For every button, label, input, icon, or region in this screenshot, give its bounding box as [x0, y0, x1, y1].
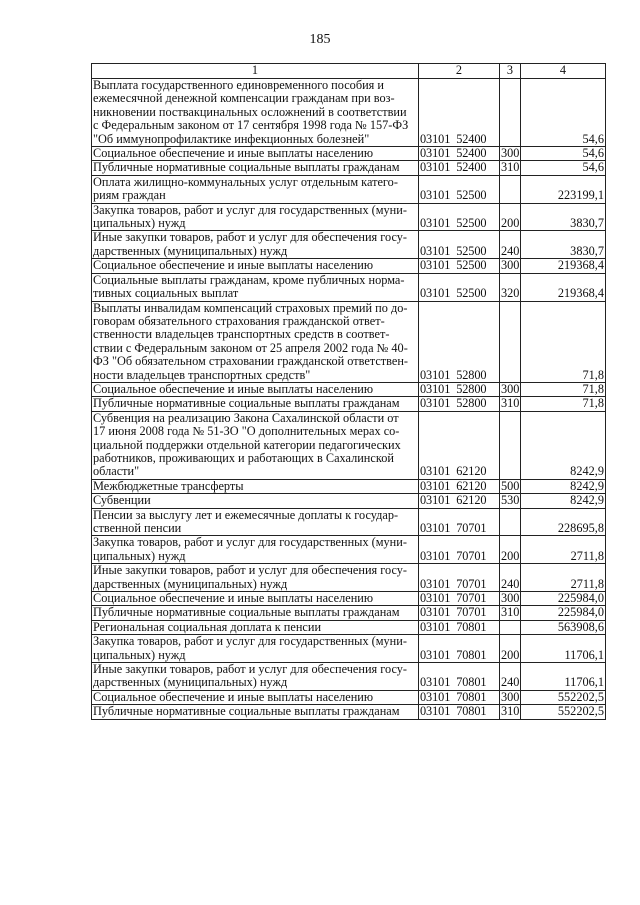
row-name: Региональная социальная доплата к пенсии — [92, 620, 419, 634]
row-code: 03101 62120 — [419, 479, 500, 493]
row-name: Закупка товаров, работ и услуг для государственных (муни- ципальных) нужд — [92, 635, 419, 663]
row-expense-type: 200 — [500, 635, 521, 663]
row-amount: 219368,4 — [521, 273, 606, 301]
row-code: 03101 62120 — [419, 411, 500, 479]
row-code: 03101 52400 — [419, 161, 500, 175]
row-amount: 228695,8 — [521, 508, 606, 536]
row-name: Социальное обеспечение и иные выплаты населению — [92, 147, 419, 161]
row-code: 03101 70801 — [419, 690, 500, 704]
row-expense-type: 200 — [500, 203, 521, 231]
row-code: 03101 52500 — [419, 259, 500, 273]
row-expense-type: 300 — [501, 382, 520, 396]
row-amount: 54,6 — [521, 161, 606, 175]
row-expense-type — [500, 508, 521, 536]
table-row — [92, 663, 606, 691]
row-expense-type: 300 — [501, 690, 520, 704]
table-row — [92, 411, 606, 479]
row-amount: 11706,1 — [521, 635, 606, 663]
budget-table — [91, 63, 606, 720]
row-expense-type — [500, 620, 521, 634]
header-row — [92, 64, 606, 79]
row-amount: 552202,5 — [521, 705, 606, 719]
column-header-3: 3 — [500, 64, 521, 79]
row-expense-type: 320 — [500, 273, 521, 301]
table-row — [92, 620, 606, 634]
row-expense-type: 240 — [500, 231, 521, 259]
row-code: 03101 70701 — [419, 508, 500, 536]
table-row — [92, 259, 606, 273]
row-amount: 2711,8 — [521, 564, 606, 592]
row-expense-type: 530 — [501, 493, 520, 508]
row-code: 03101 52400 — [419, 79, 500, 147]
row-name: Социальные выплаты гражданам, кроме публичных норма- тивных социальных выплат — [92, 273, 419, 301]
row-name: Выплаты инвалидам компенсаций страховых премий по до- говорам обязательного страхования гражданской ответ- ственности владельцев транспортных средств в соответ- ствии с Федеральным законом от 25 апреля 2002 года № 40- ФЗ "Об обязательном страховании гражданской ответствен- ности владельцев транспортных средств" — [92, 301, 419, 382]
row-amount: 8242,9 — [521, 494, 606, 508]
row-code: 03101 70801 — [419, 705, 500, 719]
row-code: 03101 52500 — [419, 231, 500, 259]
row-amount: 8242,9 — [521, 479, 606, 493]
row-expense-type — [500, 79, 521, 147]
row-name: Пенсии за выслугу лет и ежемесячные доплаты к государ- ственной пенсии — [92, 508, 419, 536]
row-amount: 219368,4 — [521, 259, 606, 273]
row-name: Иные закупки товаров, работ и услуг для обеспечения госу- дарственных (муниципальных) нужд — [92, 231, 419, 259]
table-row — [92, 705, 606, 719]
row-code: 03101 70701 — [419, 606, 500, 620]
column-header-1: 1 — [92, 64, 419, 79]
row-name: Социальное обеспечение и иные выплаты населению — [92, 259, 419, 273]
row-code: 03101 62120 — [419, 494, 500, 508]
row-amount: 2711,8 — [521, 536, 606, 564]
row-code: 03101 52800 — [419, 382, 500, 396]
column-header-4: 4 — [521, 64, 606, 79]
row-code: 03101 52800 — [419, 301, 500, 382]
table-row — [92, 161, 606, 175]
row-amount: 3830,7 — [521, 231, 606, 259]
row-code: 03101 52500 — [419, 273, 500, 301]
table-row — [92, 536, 606, 564]
row-code: 03101 52400 — [419, 147, 500, 161]
row-name: Социальное обеспечение и иные выплаты населению — [92, 592, 419, 606]
row-amount: 552202,5 — [521, 690, 606, 704]
table-row — [92, 231, 606, 259]
table-row — [92, 690, 606, 704]
table-row — [92, 273, 606, 301]
row-amount: 54,6 — [521, 147, 606, 161]
table-row — [92, 301, 606, 382]
table-row — [92, 635, 606, 663]
table-row — [92, 203, 606, 231]
row-name: Публичные нормативные социальные выплаты гражданам — [92, 606, 419, 620]
row-amount: 71,8 — [521, 382, 606, 396]
row-expense-type — [500, 301, 521, 382]
table-row — [92, 606, 606, 620]
row-expense-type: 300 — [501, 591, 520, 606]
table-row — [92, 79, 606, 147]
row-amount: 71,8 — [521, 397, 606, 411]
row-amount: 11706,1 — [521, 663, 606, 691]
row-name: Иные закупки товаров, работ и услуг для обеспечения госу- дарственных (муниципальных) нужд — [92, 663, 419, 691]
row-expense-type: 300 — [501, 146, 520, 161]
row-expense-type: 200 — [500, 536, 521, 564]
row-expense-type: 310 — [501, 396, 520, 411]
row-code: 03101 52800 — [419, 397, 500, 411]
row-amount: 8242,9 — [521, 411, 606, 479]
row-expense-type: 500 — [501, 479, 520, 493]
row-amount: 225984,0 — [521, 606, 606, 620]
row-expense-type — [500, 175, 521, 203]
row-name: Субвенция на реализацию Закона Сахалинской области от 17 июня 2008 года № 51-ЗО "О дополнительных мерах со- циальной поддержки отдельной категории педагогических работников, проживающих и работающих в Сахалинской области" — [92, 411, 419, 479]
row-code: 03101 70701 — [419, 536, 500, 564]
row-amount: 71,8 — [521, 301, 606, 382]
row-name: Субвенции — [92, 494, 419, 508]
table-row — [92, 508, 606, 536]
row-amount: 225984,0 — [521, 592, 606, 606]
row-code: 03101 52500 — [419, 175, 500, 203]
row-name: Публичные нормативные социальные выплаты гражданам — [92, 705, 419, 719]
row-expense-type: 240 — [500, 663, 521, 691]
table-row — [92, 479, 606, 493]
row-expense-type: 310 — [501, 605, 520, 620]
table-row — [92, 592, 606, 606]
row-name: Публичные нормативные социальные выплаты гражданам — [92, 397, 419, 411]
table-row — [92, 397, 606, 411]
row-name: Закупка товаров, работ и услуг для государственных (муни- ципальных) нужд — [92, 536, 419, 564]
row-name: Социальное обеспечение и иные выплаты населению — [92, 690, 419, 704]
row-name: Закупка товаров, работ и услуг для государственных (муни- ципальных) нужд — [92, 203, 419, 231]
row-name: Социальное обеспечение и иные выплаты населению — [92, 382, 419, 396]
table-row — [92, 147, 606, 161]
table-body — [92, 64, 606, 720]
page-number: 185 — [309, 32, 331, 47]
row-name: Публичные нормативные социальные выплаты гражданам — [92, 161, 419, 175]
row-expense-type: 240 — [500, 564, 521, 592]
row-code: 03101 70701 — [419, 564, 500, 592]
table-row — [92, 175, 606, 203]
table-row — [92, 494, 606, 508]
table-row — [92, 564, 606, 592]
row-name: Межбюджетные трансферты — [92, 479, 419, 493]
row-expense-type — [500, 411, 521, 479]
row-expense-type: 300 — [501, 258, 520, 273]
row-code: 03101 70701 — [419, 592, 500, 606]
row-name: Выплата государственного единовременного пособия и ежемесячной денежной компенсации гражданам при воз- никновении поствакцинальных осложнений в соответствии с Федеральным законом от 17 сентября 1998 года № 157-ФЗ "Об иммунопрофилактике инфекционных болезней" — [92, 79, 419, 147]
row-expense-type: 310 — [501, 704, 520, 719]
table-row — [92, 382, 606, 396]
row-amount: 563908,6 — [521, 620, 606, 634]
row-code: 03101 70801 — [419, 620, 500, 634]
row-code: 03101 70801 — [419, 635, 500, 663]
row-amount: 54,6 — [521, 79, 606, 147]
row-amount: 3830,7 — [521, 203, 606, 231]
row-amount: 223199,1 — [521, 175, 606, 203]
row-code: 03101 52500 — [419, 203, 500, 231]
row-name: Оплата жилищно-коммунальных услуг отдельным катего- риям граждан — [92, 175, 419, 203]
row-code: 03101 70801 — [419, 663, 500, 691]
row-expense-type: 310 — [501, 160, 520, 175]
row-name: Иные закупки товаров, работ и услуг для обеспечения госу- дарственных (муниципальных) нужд — [92, 564, 419, 592]
column-header-2: 2 — [419, 64, 500, 79]
